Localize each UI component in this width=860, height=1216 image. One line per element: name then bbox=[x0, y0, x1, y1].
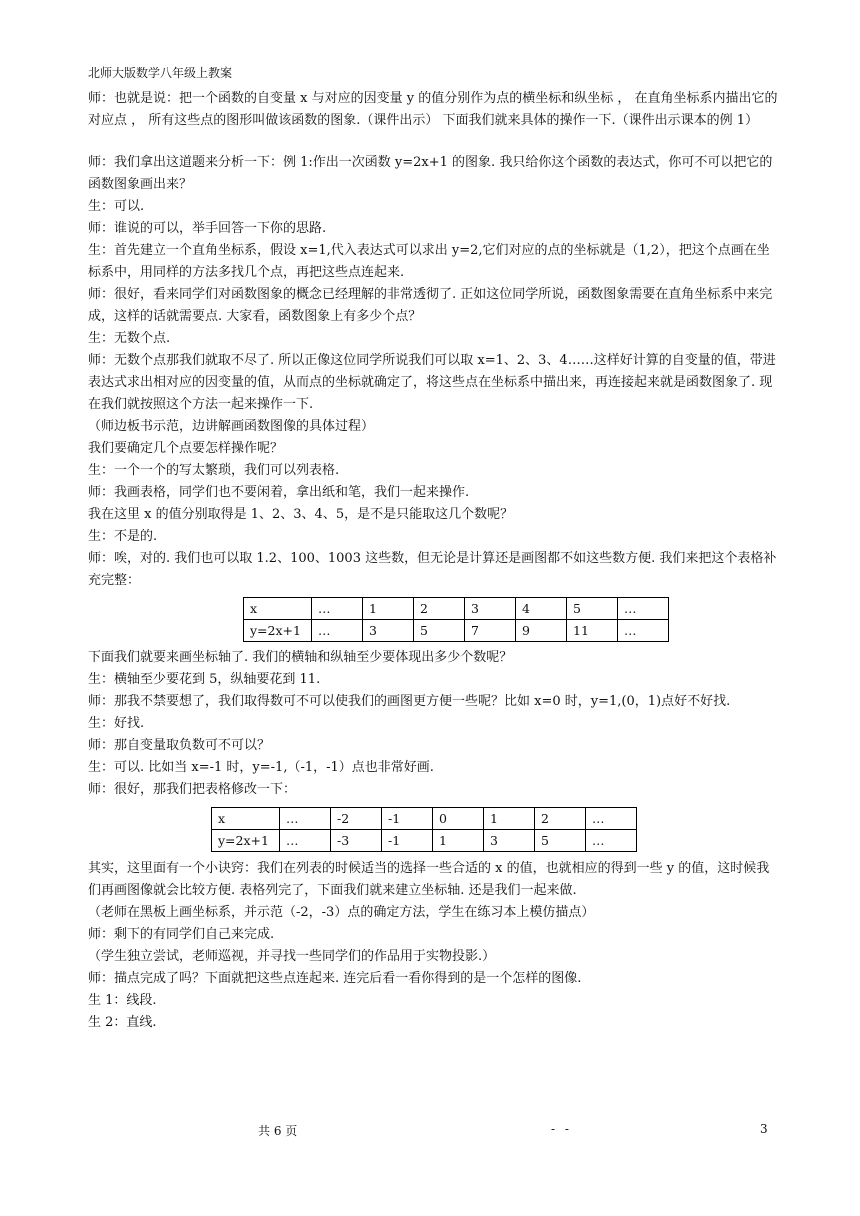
paragraph: 下面我们就要来画坐标轴了. 我们的横轴和纵轴至少要体现出多少个数呢？ bbox=[88, 650, 513, 665]
section-d bbox=[88, 858, 778, 1034]
table-cell: … bbox=[586, 830, 637, 852]
footer-page-count: 共 6 页 bbox=[258, 1124, 298, 1138]
table-cell: … bbox=[618, 620, 669, 642]
paragraph: 生：无数个点. bbox=[88, 331, 171, 346]
table-cell: 2 bbox=[535, 808, 586, 830]
paragraph: 师：无数个点那我们就取不尽了. 所以正像这位同学所说我们可以取 x=1、2、3、4……这样好计算的自变量的值，带进表达式求出相对应的因变量的值，从而点的坐标就确定了，将这些点在坐标系中描出来，再连接起来就是函数图象了. 现在我们就按照这个方法一起来操作一下. bbox=[88, 353, 776, 412]
table-cell: y=2x+1 bbox=[244, 620, 312, 642]
table-cell: 4 bbox=[516, 598, 567, 620]
table-row-y bbox=[212, 830, 637, 852]
table-cell: y=2x+1 bbox=[212, 830, 280, 852]
value-table-1 bbox=[243, 597, 669, 642]
paragraph: 师：我们拿出这道题来分析一下：例 1:作出一次函数 y=2x+1 的图象. 我只给你这个函数的表达式，你可不可以把它的函数图象画出来？ bbox=[88, 155, 773, 192]
paragraph: 师：描点完成了吗？下面就把这些点连起来. 连完后看一看你得到的是一个怎样的图像. bbox=[88, 971, 582, 986]
table-cell: 5 bbox=[535, 830, 586, 852]
table-cell: x bbox=[212, 808, 280, 830]
table-row-x bbox=[244, 598, 669, 620]
paragraph: 其实，这里面有一个小诀窍：我们在列表的时候适当的选择一些合适的 x 的值，也就相应的得到一些 y 的值，这时候我们再画图像就会比较方便. 表格列完了，下面我们就来建立坐标轴. 还是我们一起来做. bbox=[88, 861, 770, 898]
table-cell: 7 bbox=[465, 620, 516, 642]
table-cell: … bbox=[618, 598, 669, 620]
paragraph: 师：很好，那我们把表格修改一下： bbox=[88, 782, 297, 797]
table-2-wrapper bbox=[211, 807, 778, 852]
table-cell: 3 bbox=[465, 598, 516, 620]
paragraph: 我们要确定几个点要怎样操作呢？ bbox=[88, 441, 284, 456]
table-cell: -3 bbox=[331, 830, 382, 852]
table-cell: … bbox=[312, 620, 363, 642]
paragraph: 生：首先建立一个直角坐标系，假设 x=1,代入表达式可以求出 y=2,它们对应的点的坐标就是（1,2），把这个点画在坐标系中，用同样的方法多找几个点，再把这些点连起来. bbox=[88, 243, 770, 280]
paragraph: 师：剩下的有同学们自己来完成. bbox=[88, 927, 275, 942]
table-cell: 1 bbox=[484, 808, 535, 830]
table-cell: 5 bbox=[414, 620, 465, 642]
paragraph: 生 2：直线. bbox=[88, 1015, 157, 1030]
page-header: 北师大版数学八年级上教案 bbox=[88, 66, 233, 80]
value-table-2 bbox=[211, 807, 637, 852]
paragraph: 生：不是的. bbox=[88, 529, 158, 544]
paragraph: 师：那我不禁要想了，我们取得数可不可以使我们的画图更方便一些呢？比如 x=0 时，y=1,(0，1)点好不好找. bbox=[88, 694, 731, 709]
paragraph: 生：横轴至少要花到 5，纵轴要花到 11. bbox=[88, 672, 321, 687]
table-cell: 3 bbox=[484, 830, 535, 852]
paragraph: 师：也就是说：把一个函数的自变量 x 与对应的因变量 y 的值分别作为点的横坐标和纵坐标 ， 在直角坐标系内描出它的对应点 ， 所有这些点的图形叫做该函数的图象.（课件出示） 下面我们就来具体的操作一下.（课件出示课本的例 1） bbox=[88, 91, 778, 128]
table-row-y bbox=[244, 620, 669, 642]
table-cell: 3 bbox=[363, 620, 414, 642]
paragraph: 师：谁说的可以，举手回答一下你的思路. bbox=[88, 221, 327, 236]
table-cell: -1 bbox=[382, 808, 433, 830]
section-c bbox=[88, 647, 778, 801]
table-cell: 11 bbox=[567, 620, 618, 642]
table-cell: 2 bbox=[414, 598, 465, 620]
table-cell: -2 bbox=[331, 808, 382, 830]
paragraph: 师：很好，看来同学们对函数图象的概念已经理解的非常透彻了. 正如这位同学所说，函数图象需要在直角坐标系中来完成，这样的话就需要点. 大家看，函数图象上有多少个点？ bbox=[88, 287, 773, 324]
paragraph: 生：好找. bbox=[88, 716, 145, 731]
paragraph: 生：一个一个的写太繁琐，我们可以列表格. bbox=[88, 463, 340, 478]
footer-page-number: 3 bbox=[760, 1122, 768, 1136]
paragraph: （学生独立尝试，老师巡视，并寻找一些同学们的作品用于实物投影.） bbox=[88, 949, 496, 964]
table-cell: 5 bbox=[567, 598, 618, 620]
paragraph: 师：那自变量取负数可不可以？ bbox=[88, 738, 271, 753]
table-cell: … bbox=[280, 808, 331, 830]
document-body bbox=[88, 88, 778, 1034]
paragraph: 生 1：线段. bbox=[88, 993, 157, 1008]
table-cell: 9 bbox=[516, 620, 567, 642]
table-cell: … bbox=[312, 598, 363, 620]
table-cell: … bbox=[280, 830, 331, 852]
table-cell: … bbox=[586, 808, 637, 830]
table-cell: 0 bbox=[433, 808, 484, 830]
table-cell: x bbox=[244, 598, 312, 620]
paragraph: （师边板书示范，边讲解画函数图像的具体过程） bbox=[88, 419, 375, 434]
footer-separator: - - bbox=[551, 1122, 572, 1136]
paragraph: 生：可以. bbox=[88, 199, 145, 214]
table-cell: 1 bbox=[433, 830, 484, 852]
paragraph: 师：我画表格，同学们也不要闲着，拿出纸和笔，我们一起来操作. bbox=[88, 485, 470, 500]
table-row-x bbox=[212, 808, 637, 830]
paragraph: 我在这里 x 的值分别取得是 1、2、3、4、5，是不是只能取这几个数呢？ bbox=[88, 507, 514, 522]
table-1-wrapper bbox=[243, 597, 778, 642]
paragraph: 生：可以. 比如当 x=-1 时，y=-1,（-1，-1）点也非常好画. bbox=[88, 760, 434, 775]
section-b bbox=[88, 152, 778, 592]
table-cell: 1 bbox=[363, 598, 414, 620]
table-cell: -1 bbox=[382, 830, 433, 852]
paragraph: 师：唉，对的. 我们也可以取 1.2、100、1003 这些数，但无论是计算还是画图都不如这些数方便. 我们来把这个表格补充完整： bbox=[88, 551, 777, 588]
section-a bbox=[88, 88, 778, 132]
blank-line bbox=[88, 132, 778, 152]
paragraph: （老师在黑板上画坐标系，并示范（-2，-3）点的确定方法，学生在练习本上模仿描点） bbox=[88, 905, 595, 920]
